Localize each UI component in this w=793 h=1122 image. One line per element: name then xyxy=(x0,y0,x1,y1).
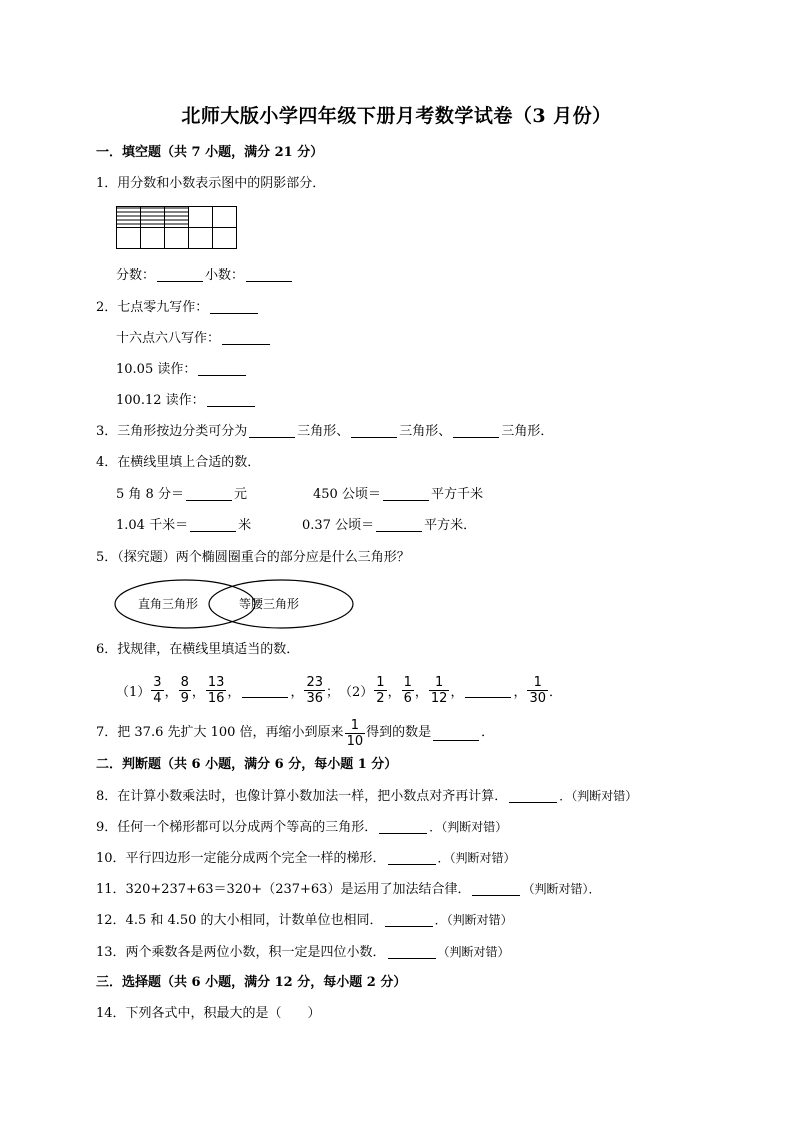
venn-right-label: 等腰三角形 xyxy=(239,597,300,611)
answer-blank[interactable] xyxy=(210,299,258,314)
answer-blank[interactable] xyxy=(465,683,511,698)
answer-blank[interactable] xyxy=(472,881,520,896)
section-3-heading: 三．选择题（共 6 小题，满分 12 分，每小题 2 分） xyxy=(96,975,407,990)
question-14: 14．下列各式中，积最大的是（ ） xyxy=(96,1006,321,1021)
answer-blank[interactable] xyxy=(186,486,232,501)
fraction: $\frac{3}{4}$ xyxy=(153,674,162,706)
answer-blank[interactable] xyxy=(383,486,429,501)
question-1: 1．用分数和小数表示图中的阴影部分． xyxy=(96,176,326,191)
fraction: $\frac{1}{30}$ xyxy=(529,674,547,706)
question-1-answers xyxy=(116,266,294,286)
answer-blank[interactable] xyxy=(198,361,246,376)
answer-blank[interactable] xyxy=(242,683,288,698)
question-6-sequences: （1） $\frac{3}{4}$ ， $\frac{8}{9}$ ， $\frac{13}{16}$ ， ， $\frac{23}{36}$ ； （2） $\frac{1}{2}$ ， $\frac{1}{6}$ ， $\frac{1}{12}$ ， ， $\frac{1}{30}$ ． xyxy=(116,674,563,706)
answer-blank[interactable] xyxy=(388,944,436,959)
shaded-grid-figure xyxy=(116,206,237,249)
answer-blank[interactable] xyxy=(433,726,479,741)
answer-blank[interactable] xyxy=(351,423,397,438)
question-4-a: 5 角 8 分＝ 元 xyxy=(116,487,247,502)
question-12: 12．4.5 和 4.50 的大小相同，计数单位也相同． ．（判断对错） xyxy=(96,913,513,928)
fraction: $\frac{23}{36}$ xyxy=(306,674,323,706)
fraction-label: 分数： xyxy=(116,268,156,283)
fraction: $\frac{8}{9}$ xyxy=(180,674,189,706)
question-2-line-4: 100.12 读作： xyxy=(116,391,257,411)
fraction: $\frac{1}{6}$ xyxy=(403,674,412,706)
question-13: 13．两个乘数各是两位小数，积一定是四位小数． （判断对错） xyxy=(96,945,510,960)
answer-blank[interactable] xyxy=(453,423,499,438)
fraction-answer-blank[interactable] xyxy=(157,267,203,282)
section-2-heading: 二．判断题（共 6 小题，满分 6 分，每小题 1 分） xyxy=(96,757,398,772)
answer-blank[interactable] xyxy=(379,819,427,834)
answer-blank[interactable] xyxy=(385,912,433,927)
page-title: 北师大版小学四年级下册月考数学试卷（3 月份） xyxy=(181,105,612,127)
answer-blank[interactable] xyxy=(249,423,295,438)
question-4-d: 0.37 公顷＝ 平方米． xyxy=(302,518,477,533)
fraction: $\frac{13}{16}$ xyxy=(207,674,225,706)
question-4: 4．在横线里填上合适的数． xyxy=(96,455,261,470)
part-1-label: （1） xyxy=(116,684,151,700)
answer-blank[interactable] xyxy=(222,330,270,345)
question-2-line-2: 十六点六八写作： xyxy=(116,329,272,349)
question-6: 6．找规律，在横线里填适当的数． xyxy=(96,642,300,657)
part-2-label: （2） xyxy=(339,684,374,700)
question-2-line-1: 2．七点零九写作： xyxy=(96,298,260,318)
answer-blank[interactable] xyxy=(509,788,557,803)
question-4-b: 450 公顷＝ 平方千米 xyxy=(313,487,483,502)
answer-blank[interactable] xyxy=(190,517,236,532)
question-7: 7．把 37.6 先扩大 100 倍，再缩小到原来 $\frac{1}{10}$ 得到的数是 ． xyxy=(96,717,495,749)
question-9: 9．任何一个梯形都可以分成两个等高的三角形． ．（判断对错） xyxy=(96,820,508,835)
fraction: $\frac{1}{10}$ xyxy=(346,717,364,749)
question-3: 3．三角形按边分类可分为 三角形、 三角形、 三角形． xyxy=(96,424,554,439)
fraction: $\frac{1}{2}$ xyxy=(376,674,385,706)
fraction: $\frac{1}{12}$ xyxy=(430,674,448,706)
question-10: 10．平行四边形一定能分成两个完全一样的梯形． ．（判断对错） xyxy=(96,851,516,866)
answer-blank[interactable] xyxy=(207,392,255,407)
section-1-heading: 一．填空题（共 7 小题，满分 21 分） xyxy=(96,145,324,160)
venn-left-label: 直角三角形 xyxy=(138,597,199,611)
decimal-answer-blank[interactable] xyxy=(246,267,292,282)
question-4-c: 1.04 千米＝ 米 xyxy=(116,518,252,533)
decimal-label: 小数： xyxy=(205,268,245,283)
question-11: 11．320+237+63＝320+（237+63）是运用了加法结合律． （判断对错）． xyxy=(96,882,601,897)
answer-blank[interactable] xyxy=(376,517,422,532)
answer-blank[interactable] xyxy=(388,850,436,865)
question-8: 8．在计算小数乘法时，也像计算小数加法一样，把小数点对齐再计算． ．（判断对错） xyxy=(96,789,638,804)
question-5: 5．（探究题）两个椭圆圈重合的部分应是什么三角形？ xyxy=(96,550,410,565)
question-2-line-3: 10.05 读作： xyxy=(116,360,248,380)
